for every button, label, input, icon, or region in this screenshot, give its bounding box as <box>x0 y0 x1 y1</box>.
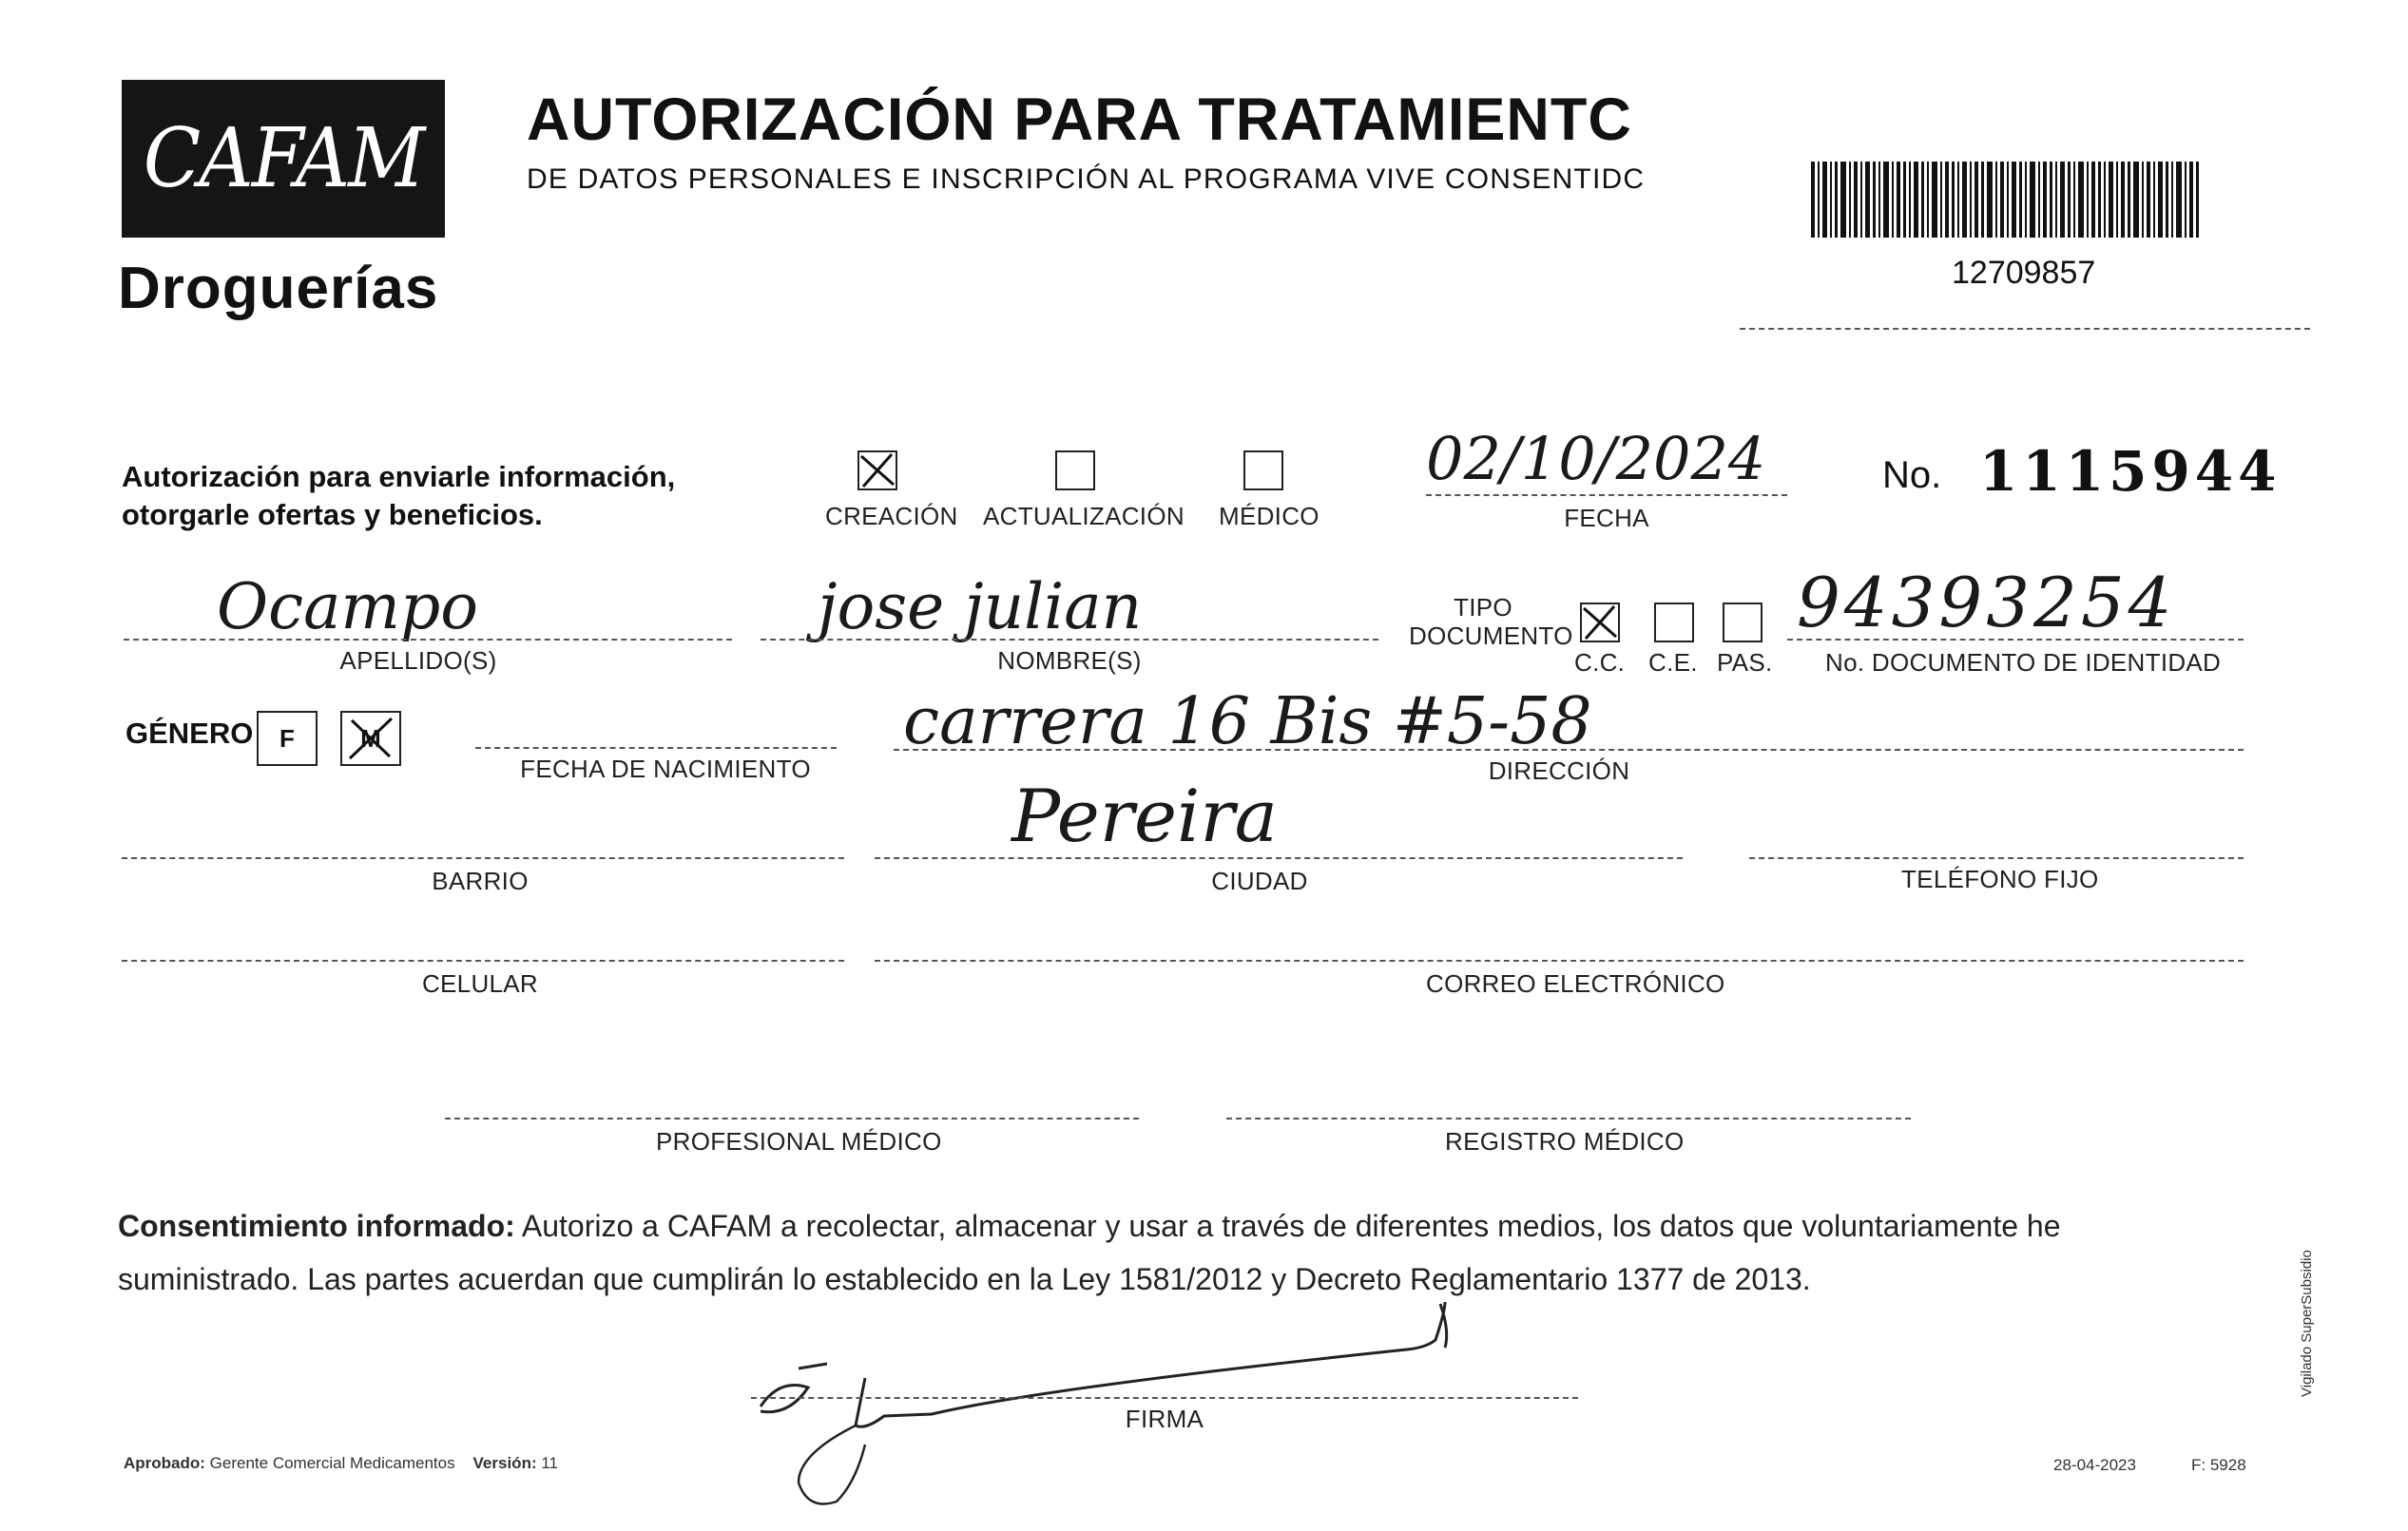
authorization-line-1: Autorización para enviarle información, <box>122 460 676 493</box>
brand-subtitle: Droguerías <box>118 256 439 321</box>
fecha-nacimiento-line <box>475 747 837 749</box>
ce-label: C.E. <box>1648 648 1698 677</box>
medico-checkbox[interactable] <box>1243 450 1283 490</box>
creacion-label: CREACIÓN <box>825 502 958 530</box>
celular-label: CELULAR <box>421 969 539 998</box>
logo-text: CAFAM <box>143 111 424 206</box>
fecha-value[interactable]: 02/10/2024 <box>1426 424 1766 493</box>
apellidos-label: APELLIDO(S) <box>339 646 497 675</box>
firma-label: FIRMA <box>1125 1405 1204 1433</box>
nombres-value[interactable]: jose julian <box>818 570 1143 643</box>
barrio-line <box>122 857 844 859</box>
ciudad-value[interactable]: Pereira <box>1011 774 1278 858</box>
documento-line <box>1787 639 2244 641</box>
genero-f-checkbox[interactable] <box>257 711 318 766</box>
footer-date: 28-04-2023 <box>2053 1456 2136 1474</box>
apellidos-line <box>124 639 732 641</box>
nombres-line <box>761 639 1378 641</box>
telefono-line <box>1749 857 2244 859</box>
direccion-value[interactable]: carrera 16 Bis #5-58 <box>903 684 1592 759</box>
check-mark-icon <box>342 713 399 764</box>
fecha-label: FECHA <box>1564 504 1649 532</box>
barcode <box>1811 162 2199 238</box>
creacion-checkbox[interactable] <box>857 450 897 490</box>
cc-label: C.C. <box>1574 648 1626 677</box>
aprobado-label: Aprobado: <box>124 1454 205 1472</box>
cafam-logo <box>122 80 445 238</box>
apellidos-value[interactable]: Ocampo <box>217 570 478 643</box>
documento-value[interactable]: 94393254 <box>1797 563 2176 642</box>
correo-line <box>875 960 2244 962</box>
pas-label: PAS. <box>1717 648 1773 677</box>
profesional-line <box>445 1118 1139 1120</box>
ciudad-label: CIUDAD <box>1211 867 1308 895</box>
vertical-stamp: Vigilado SuperSubsidio <box>2299 1250 2315 1397</box>
ciudad-line <box>875 857 1683 859</box>
signature-line <box>751 1397 1578 1399</box>
check-mark-icon <box>1582 604 1618 641</box>
actualizacion-label: ACTUALIZACIÓN <box>983 502 1185 530</box>
version-label: Versión: <box>472 1454 537 1472</box>
registro-label: REGISTRO MÉDICO <box>1445 1127 1685 1156</box>
number-prefix: No. <box>1882 454 1942 496</box>
barcode-number: 12709857 <box>1952 255 2096 291</box>
form-subtitle: DE DATOS PERSONALES E INSCRIPCIÓN AL PROGRAMA VIVE CONSENTIDC <box>527 163 1646 195</box>
authorization-text <box>122 458 675 534</box>
nombres-label: NOMBRE(S) <box>997 646 1142 675</box>
consent-lead: Consentimiento informado: <box>118 1209 515 1243</box>
genero-label: GÉNERO <box>125 717 254 750</box>
documento-label: No. DOCUMENTO DE IDENTIDAD <box>1825 648 2222 677</box>
fecha-nacimiento-label: FECHA DE NACIMIENTO <box>520 755 811 783</box>
genero-m-label: M <box>360 723 381 753</box>
genero-f-label: F <box>279 723 295 753</box>
consent-text: Autorizo a CAFAM a recolectar, almacenar y usar a través de diferentes medios, los datos que voluntariamente he suministrado. Las partes acuerdan que cumplirán lo establecido en la Ley 1581/2012 y Decreto Reglamentario 1377 de 2013. <box>118 1209 2061 1296</box>
barrio-label: BARRIO <box>432 867 529 895</box>
celular-line <box>122 960 844 962</box>
form-title: AUTORIZACIÓN PARA TRATAMIENTC <box>527 86 1632 153</box>
fecha-line <box>1426 494 1787 496</box>
tipo-label-1: TIPO <box>1454 593 1512 622</box>
footer-code: F: 5928 <box>2191 1456 2246 1474</box>
tipo-label-2: DOCUMENTO <box>1409 622 1573 650</box>
footer-approval <box>124 1454 558 1473</box>
registro-line <box>1226 1118 1911 1120</box>
cc-checkbox[interactable] <box>1580 603 1620 642</box>
direccion-label: DIRECCIÓN <box>1488 756 1630 785</box>
medico-label: MÉDICO <box>1219 502 1320 530</box>
version-value: 11 <box>541 1454 559 1472</box>
pas-checkbox[interactable] <box>1723 603 1763 642</box>
authorization-line-2: otorgarle ofertas y beneficios. <box>122 498 543 531</box>
ce-checkbox[interactable] <box>1654 603 1694 642</box>
actualizacion-checkbox[interactable] <box>1055 450 1095 490</box>
genero-m-checkbox[interactable] <box>340 711 401 766</box>
check-mark-icon <box>859 452 896 488</box>
header-divider <box>1740 328 2310 330</box>
aprobado-value: Gerente Comercial Medicamentos <box>209 1454 455 1472</box>
telefono-label: TELÉFONO FIJO <box>1901 865 2099 893</box>
direccion-line <box>894 749 2244 751</box>
correo-label: CORREO ELECTRÓNICO <box>1426 969 1725 998</box>
profesional-label: PROFESIONAL MÉDICO <box>656 1127 942 1156</box>
form-number: 1115944 <box>1979 439 2282 504</box>
consent-paragraph <box>118 1199 2247 1306</box>
